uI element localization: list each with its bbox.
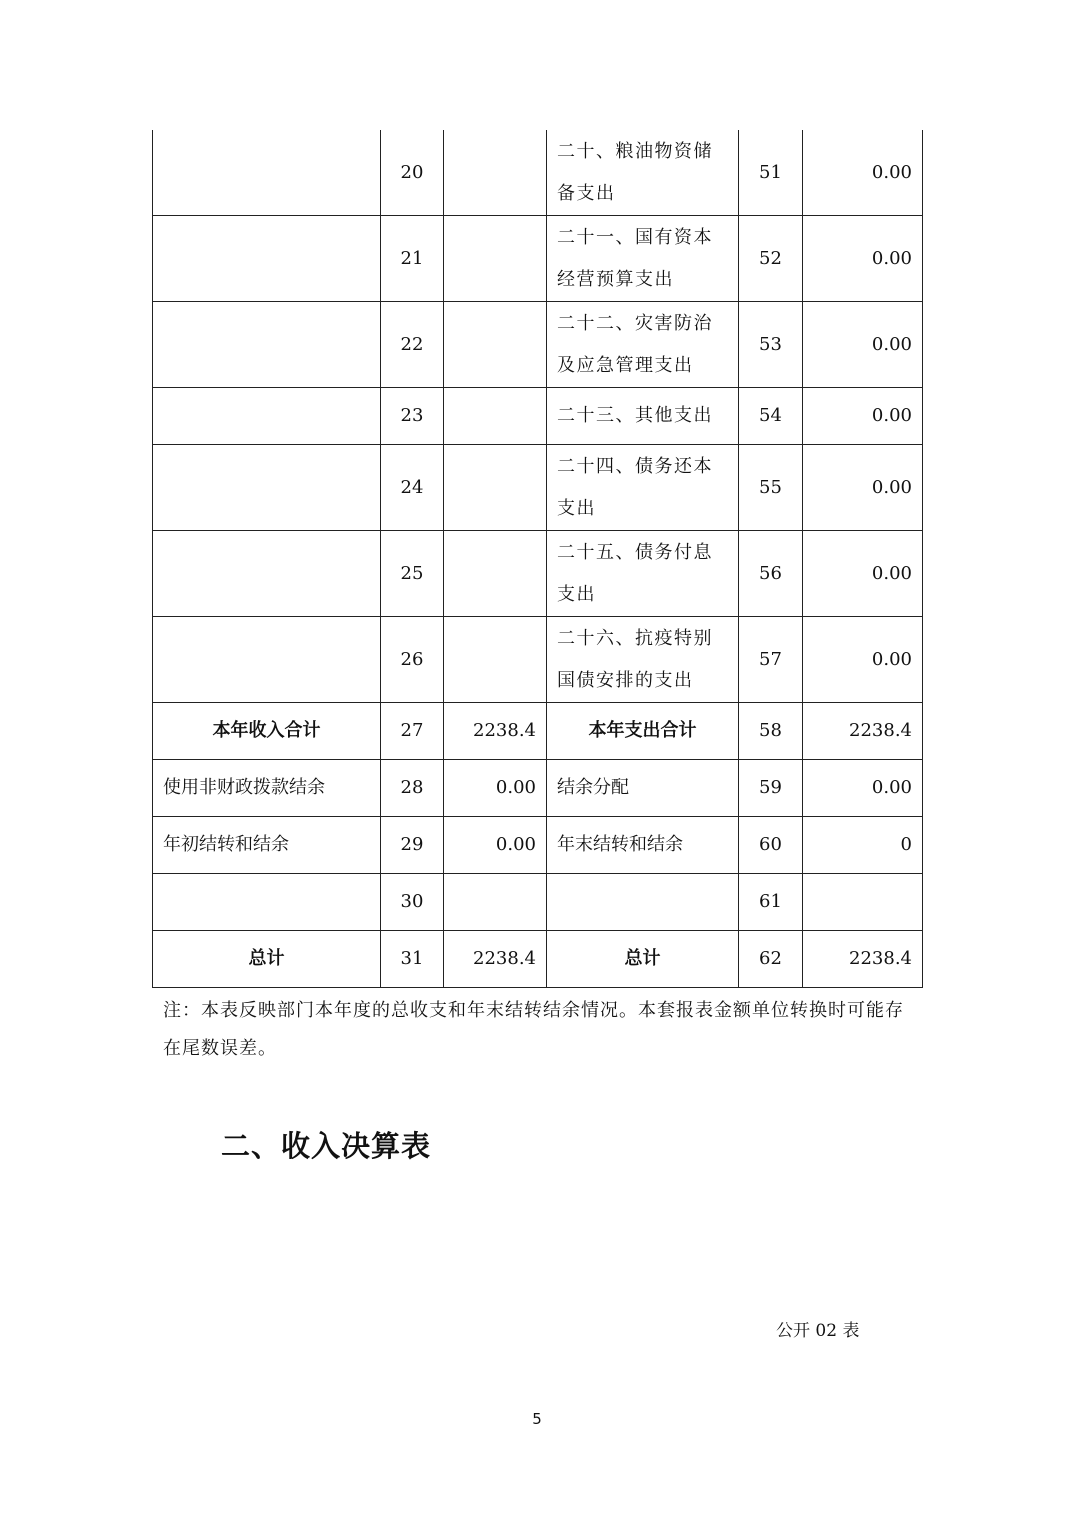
income-line-cell: 22 — [381, 302, 444, 388]
income-line-cell: 25 — [381, 531, 444, 617]
expense-amount-cell: 2238.4 — [803, 931, 923, 988]
income-line-cell: 31 — [381, 931, 444, 988]
income-line-cell: 20 — [381, 130, 444, 216]
income-line-cell: 27 — [381, 703, 444, 760]
expense-item-cell: 二十四、债务还本支出 — [547, 445, 739, 531]
expense-amount-cell: 2238.4 — [803, 703, 923, 760]
income-amount-cell — [444, 130, 547, 216]
expense-total-label: 本年支出合计 — [547, 703, 739, 760]
income-amount-cell — [444, 531, 547, 617]
expense-amount-cell — [803, 874, 923, 931]
income-amount-cell: 0.00 — [444, 760, 547, 817]
income-line-cell: 29 — [381, 817, 444, 874]
expense-line-cell: 59 — [739, 760, 803, 817]
income-item-cell — [153, 130, 381, 216]
expense-line-cell: 53 — [739, 302, 803, 388]
expense-line-cell: 61 — [739, 874, 803, 931]
table-row — [153, 130, 923, 216]
income-amount-cell: 2238.4 — [444, 703, 547, 760]
income-item-cell — [153, 302, 381, 388]
expense-item-cell: 年末结转和结余 — [547, 817, 739, 874]
income-line-cell: 26 — [381, 617, 444, 703]
expense-line-cell: 51 — [739, 130, 803, 216]
income-amount-cell — [444, 388, 547, 445]
page-number: 5 — [532, 1410, 542, 1428]
income-item-cell — [153, 388, 381, 445]
income-line-cell: 30 — [381, 874, 444, 931]
expense-item-cell: 二十二、灾害防治及应急管理支出 — [547, 302, 739, 388]
table-row — [153, 302, 923, 388]
expense-amount-cell: 0.00 — [803, 760, 923, 817]
table-row — [153, 388, 923, 445]
table-row — [153, 617, 923, 703]
expense-line-cell: 58 — [739, 703, 803, 760]
expense-item-cell: 二十六、抗疫特别国债安排的支出 — [547, 617, 739, 703]
income-line-cell: 28 — [381, 760, 444, 817]
expense-line-cell: 52 — [739, 216, 803, 302]
expense-grand-total-label: 总计 — [547, 931, 739, 988]
expense-item-cell: 二十五、债务付息支出 — [547, 531, 739, 617]
income-item-cell: 使用非财政拨款结余 — [153, 760, 381, 817]
table-row-grand-total — [153, 931, 923, 988]
income-line-cell: 23 — [381, 388, 444, 445]
expense-item-cell: 二十、粮油物资储备支出 — [547, 130, 739, 216]
income-total-label: 本年收入合计 — [153, 703, 381, 760]
income-item-cell — [153, 617, 381, 703]
income-amount-cell — [444, 445, 547, 531]
expense-amount-cell: 0 — [803, 817, 923, 874]
table-row — [153, 760, 923, 817]
income-item-cell — [153, 874, 381, 931]
income-line-cell: 21 — [381, 216, 444, 302]
expense-amount-cell: 0.00 — [803, 130, 923, 216]
expense-line-cell: 56 — [739, 531, 803, 617]
expense-line-cell: 55 — [739, 445, 803, 531]
income-line-cell: 24 — [381, 445, 444, 531]
table-row — [153, 445, 923, 531]
income-amount-cell — [444, 617, 547, 703]
final-accounts-table — [152, 130, 923, 988]
expense-item-cell: 结余分配 — [547, 760, 739, 817]
income-item-cell — [153, 531, 381, 617]
income-amount-cell: 0.00 — [444, 817, 547, 874]
expense-item-cell — [547, 874, 739, 931]
expense-line-cell: 62 — [739, 931, 803, 988]
income-item-cell — [153, 216, 381, 302]
income-grand-total-label: 总计 — [153, 931, 381, 988]
table-code-label: 公开 02 表 — [776, 1321, 860, 1341]
income-item-cell — [153, 445, 381, 531]
expense-amount-cell: 0.00 — [803, 216, 923, 302]
income-amount-cell: 2238.4 — [444, 931, 547, 988]
income-amount-cell — [444, 216, 547, 302]
expense-amount-cell: 0.00 — [803, 445, 923, 531]
expense-line-cell: 60 — [739, 817, 803, 874]
expense-amount-cell: 0.00 — [803, 302, 923, 388]
expense-item-cell: 二十三、其他支出 — [547, 388, 739, 445]
expense-amount-cell: 0.00 — [803, 388, 923, 445]
expense-item-cell: 二十一、国有资本经营预算支出 — [547, 216, 739, 302]
expense-line-cell: 57 — [739, 617, 803, 703]
expense-amount-cell: 0.00 — [803, 617, 923, 703]
income-item-cell: 年初结转和结余 — [153, 817, 381, 874]
income-amount-cell — [444, 302, 547, 388]
table-row — [153, 216, 923, 302]
table-row — [153, 874, 923, 931]
table-note: 注：本表反映部门本年度的总收支和年末结转结余情况。本套报表金额单位转换时可能存在尾数误差。 — [163, 1000, 904, 1059]
table-row — [153, 531, 923, 617]
table-row-year-total — [153, 703, 923, 760]
income-amount-cell — [444, 874, 547, 931]
expense-line-cell: 54 — [739, 388, 803, 445]
table-row — [153, 817, 923, 874]
section-title: 二、收入决算表 — [221, 1129, 432, 1163]
expense-amount-cell: 0.00 — [803, 531, 923, 617]
